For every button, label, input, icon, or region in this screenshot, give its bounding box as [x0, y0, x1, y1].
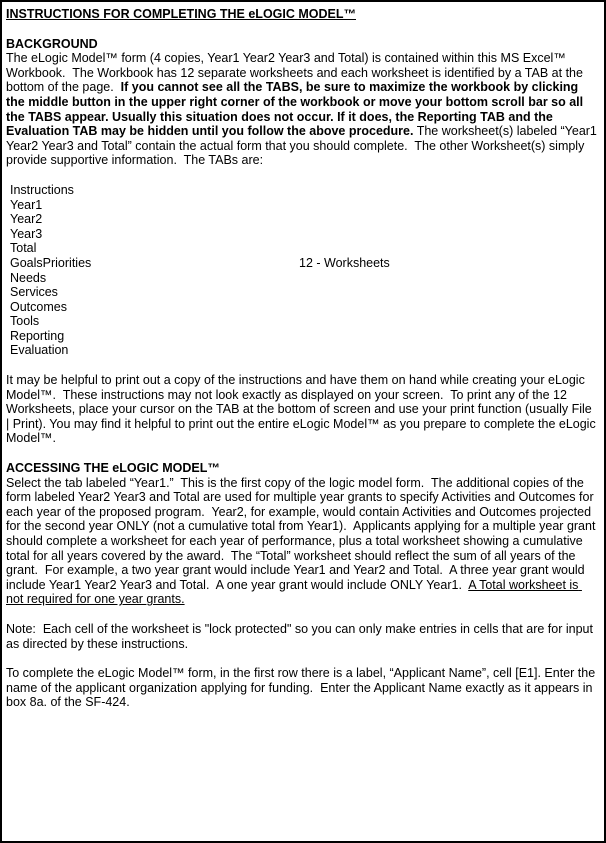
tab-item-year2: Year2	[10, 212, 43, 227]
applicant-note-paragraph: To complete the eLogic Model™ form, in the first row there is a label, “Applicant Name”, cell [E1]. Enter the name of the applicant organization applying for funding. Enter the Applicant Name exactly as it appears in box 8a. of the SF-424.	[6, 666, 599, 710]
tab-item-year1: Year1	[10, 197, 43, 212]
accessing-paragraph	[6, 476, 597, 607]
background-intro-text: The eLogic Model™ form (4 copies, Year1 Year2 Year3 and Total) is contained within this MS Excel™ Workbook. The Workbook has 12 separate worksheets and each worksheet is identified by a TAB at the bottom of the page.	[6, 51, 587, 95]
lock-note-paragraph: Note: Each cell of the worksheet is "lock protected" so you can only make entries in cells that are for input as directed by these instructions.	[6, 621, 597, 651]
tab-item-evaluation: Evaluation	[10, 343, 69, 358]
background-warning-text: If you cannot see all the TABS, be sure to maximize the workbook by clicking the middle button in the upper right corner of the workbook or move your bottom scroll bar so all the TABS appear. Usually this situation does not occur. If it does, the Reporting TAB and the Evaluation TAB may be hidden until you follow the above procedure.	[6, 80, 587, 139]
accessing-underlined-note: A Total worksheet is not required for one year grants.	[6, 577, 582, 607]
background-paragraph	[6, 51, 601, 168]
tab-list	[6, 183, 597, 358]
tab-item-services: Services	[10, 285, 58, 300]
tab-item-instructions: Instructions	[10, 182, 74, 197]
tab-item-total: Total	[10, 241, 37, 256]
tab-item-reporting: Reporting	[10, 328, 65, 343]
tab-item-tools: Tools	[10, 314, 40, 329]
worksheet-count-label: 12 - Worksheets	[299, 255, 390, 270]
accessing-body-text: Select the tab labeled “Year1.” This is the first copy of the logic model form. The additional copies of the form labeled Year2 Year3 and Total are used for multiple year grants to specify Activities and Outcomes for each year of the proposed program. Year2, for example, would contain Activities and Outcomes projected for the second year ONLY (not a cumulative total from Year1). Applicants applying for a multiple year grant should complete a worksheet for each year of performance, plus a total worksheet showing a cumulative total for all years covered by the award. The “Total” worksheet should reflect the sum of all years of the grant. For example, a two year grant would include Year1 and Year2 and Total. A three year grant would include Year1 Year2 Year3 and Total. A one year grant would include ONLY Year1.	[6, 475, 599, 592]
print-note-paragraph: It may be helpful to print out a copy of the instructions and have them on hand while creating your eLogic Model™. These instructions may not look exactly as displayed on your screen. To print any of the 12 Worksheets, place your cursor on the TAB at the bottom of screen and use your print function (usually File | Print). You may find it helpful to print out the entire eLogic Model™ as you prepare to complete the eLogic Model™.	[6, 373, 600, 446]
tab-item-goalspriorities	[10, 256, 597, 271]
tab-item-needs: Needs	[10, 270, 47, 285]
page-title: INSTRUCTIONS FOR COMPLETING THE eLOGIC MODEL™	[6, 7, 356, 21]
tab-item-goalspriorities-label: GoalsPriorities	[10, 255, 92, 270]
tab-item-year3: Year3	[10, 226, 43, 241]
background-heading: BACKGROUND	[6, 36, 98, 51]
tab-item-outcomes: Outcomes	[10, 299, 67, 314]
background-outro-text: The worksheet(s) labeled “Year1 Year2 Year3 and Total” contain the actual form that you should complete. The other Worksheet(s) simply provide supportive information. The TABs are:	[6, 124, 601, 168]
accessing-heading: ACCESSING THE eLOGIC MODEL™	[6, 461, 220, 476]
